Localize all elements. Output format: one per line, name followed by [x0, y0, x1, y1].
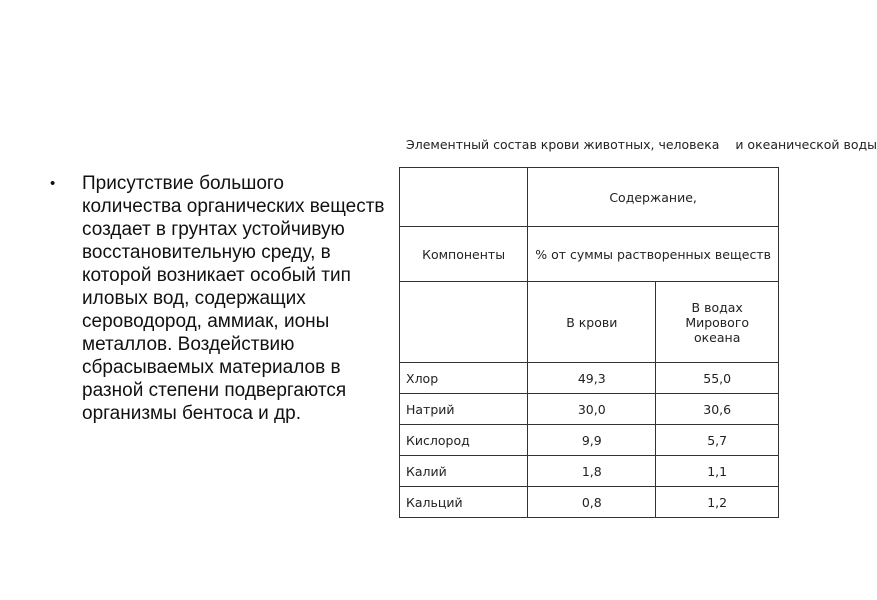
ocean-value: 1,2 — [656, 487, 779, 518]
header-components: Компоненты — [400, 227, 528, 282]
header-percent: % от суммы растворенных веществ — [528, 227, 779, 282]
header-empty-cell — [400, 168, 528, 227]
ocean-value: 1,1 — [656, 456, 779, 487]
bullet-dot-icon: • — [50, 175, 56, 192]
component-name: Натрий — [400, 394, 528, 425]
ocean-value: 5,7 — [656, 425, 779, 456]
blood-value: 49,3 — [528, 363, 656, 394]
table-row — [400, 456, 779, 487]
component-name: Калий — [400, 456, 528, 487]
component-name: Кислород — [400, 425, 528, 456]
component-name: Кальций — [400, 487, 528, 518]
ocean-value: 30,6 — [656, 394, 779, 425]
table-row — [400, 394, 779, 425]
table-caption — [406, 137, 877, 166]
composition-table — [399, 167, 779, 518]
header-ocean: В водах Мирового океана — [656, 282, 779, 363]
blood-value: 30,0 — [528, 394, 656, 425]
table-row — [400, 487, 779, 518]
table-row — [400, 425, 779, 456]
header-blood: В крови — [528, 282, 656, 363]
table-caption-text: Элементный состав крови животных, человека и океанической воды — [406, 137, 877, 152]
header-row-components — [400, 227, 779, 282]
bullet-text: Присутствие большого количества органических веществ создает в грунтах устойчивую восстановительную среду, в которой возникает особый тип иловых вод, содержащих сероводород, аммиак, ионы металлов. Воздействию сбрасываемых материалов в разной степени подвергаются организмы бентоса и др. — [82, 173, 385, 424]
table-row — [400, 363, 779, 394]
component-name: Хлор — [400, 363, 528, 394]
blood-value: 9,9 — [528, 425, 656, 456]
blood-value: 0,8 — [528, 487, 656, 518]
blood-value: 1,8 — [528, 456, 656, 487]
bullet-point — [38, 172, 388, 425]
header-content: Содержание, — [528, 168, 779, 227]
header-row-content — [400, 168, 779, 227]
ocean-value: 55,0 — [656, 363, 779, 394]
header-empty-cell — [400, 282, 528, 363]
header-row-sources — [400, 282, 779, 363]
